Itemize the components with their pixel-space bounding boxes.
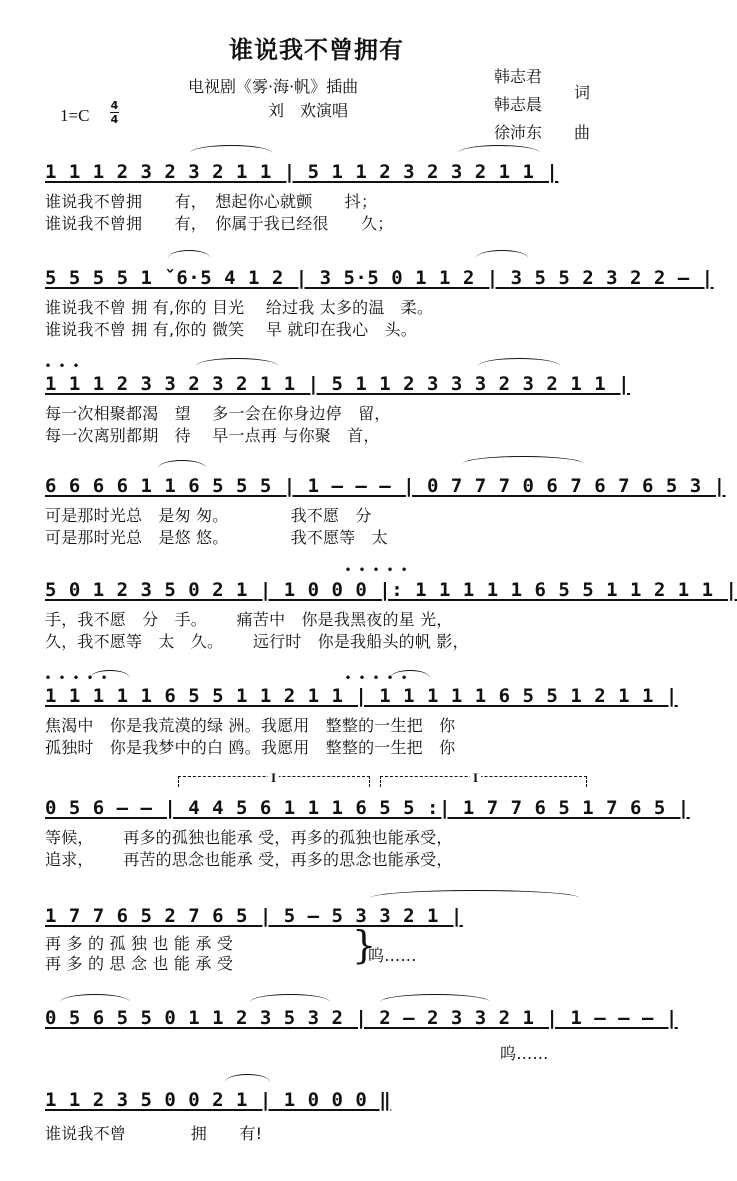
hum-text: 呜……	[368, 946, 417, 965]
lyric-line: 谁说我不曾 拥 有,你的 目光 给过我 太多的温 柔。	[45, 298, 434, 317]
lyric-line: 谁说我不曾拥 有， 你属于我已经很 久；	[45, 214, 394, 233]
octave-dots: •••	[45, 361, 88, 372]
lyric-line: 久，我不愿等 太 久。 远行时 你是我船头的帆 影，	[45, 632, 469, 651]
slur	[60, 994, 130, 1003]
lyric-line: 每一次离别都期 待 早一点再 与你聚 首，	[45, 426, 380, 445]
notation-line: 5 5 5 5 1 ˇ6·5 4 1 2 | 3 5·5 0 1 1 2 | 3 5 5 2 3 2 2 — |	[45, 267, 714, 289]
time-bottom: 4	[110, 113, 119, 126]
lyric-line: 手，我不愿 分 手。 痛苦中 你是我黑夜的星 光，	[45, 610, 453, 629]
lyric-role: 词	[574, 83, 591, 102]
composer-role: 曲	[574, 123, 591, 142]
lyric-line: 谁说我不曾拥 有， 想起你心就颤 抖；	[45, 192, 378, 211]
slur	[458, 145, 540, 154]
lyric-line: 等候， 再多的孤独也能承 受，再多的孤独也能承受，	[45, 828, 453, 847]
lyric-line: 再 多 的 孤 独 也 能 承 受	[45, 934, 234, 953]
composer: 徐沛东	[494, 123, 543, 142]
volta-bracket-2	[380, 776, 587, 787]
slur	[196, 358, 278, 367]
slur	[476, 250, 528, 259]
slur	[380, 994, 490, 1003]
notation-line: 5 0 1 2 3 5 0 2 1 | 1 0 0 0 |: 1 1 1 1 1 6 5 5 1 1 2 1 1 |	[45, 579, 737, 601]
lyric-line: 追求， 再苦的思念也能承 受，再多的思念也能承受，	[45, 850, 453, 869]
slur	[190, 145, 272, 154]
slur	[478, 358, 560, 367]
notation-line: 1 1 1 1 1 6 5 5 1 1 2 1 1 | 1 1 1 1 1 6 5 5 1 2 1 1 |	[45, 685, 678, 707]
slur	[225, 1074, 270, 1083]
song-subtitle: 电视剧《雾·海·帆》插曲	[188, 77, 359, 96]
volta-label: I	[470, 770, 481, 786]
volta-label: I	[268, 770, 279, 786]
lyric-line: 可是那时光总 是匆 匆。 我不愿 分	[45, 506, 372, 525]
time-signature	[110, 100, 119, 125]
slur	[158, 460, 206, 469]
notation-line: 1 1 2 3 5 0 0 2 1 | 1 0 0 0 ‖	[45, 1089, 392, 1111]
lyric-line: 谁说我不曾 拥 有,你的 微笑 早 就印在我心 头。	[45, 320, 417, 339]
notation-line: 0 5 6 — — | 4 4 5 6 1 1 1 6 5 5 :| 1 7 7 6 5 1 7 6 5 |	[45, 797, 690, 819]
lyric-line: 谁说我不曾 拥 有!	[45, 1124, 263, 1143]
slur	[390, 670, 430, 679]
singer-credit: 刘 欢演唱	[268, 101, 349, 120]
song-title: 谁说我不曾拥有	[229, 36, 404, 64]
octave-dots: •••••	[345, 673, 416, 684]
lyric-line: 再 多 的 思 念 也 能 承 受	[45, 954, 234, 973]
slur	[250, 994, 330, 1003]
octave-dots: •••••	[45, 673, 116, 684]
lyric-line: 焦渴中 你是我荒漠的绿 洲。我愿用 整整的一生把 你	[45, 716, 456, 735]
brace: }	[352, 923, 377, 967]
notation-line: 1 7 7 6 5 2 7 6 5 | 5 — 5 3 3 2 1 |	[45, 905, 463, 927]
time-top: 4	[110, 99, 119, 112]
lyricist-2: 韩志晨	[494, 95, 543, 114]
hum-text: 呜……	[500, 1044, 549, 1063]
lyric-line: 每一次相聚都渴 望 多一会在你身边停 留，	[45, 404, 391, 423]
notation-line: 0 5 6 5 5 0 1 1 2 3 5 3 2 | 2 — 2 3 3 2 1 | 1 — — — |	[45, 1007, 678, 1029]
octave-dots: •••••	[345, 565, 416, 576]
notation-line: 1 1 1 2 3 3 2 3 2 1 1 | 5 1 1 2 3 3 3 2 3 2 1 1 |	[45, 373, 631, 395]
slur	[370, 890, 580, 899]
slur	[90, 670, 130, 679]
lyric-line: 可是那时光总 是悠 悠。 我不愿等 太	[45, 528, 388, 547]
notation-line: 6 6 6 6 1 1 6 5 5 5 | 1 — — — | 0 7 7 7 0 6 7 6 7 6 5 3 |	[45, 475, 726, 497]
lyric-line: 孤独时 你是我梦中的白 鸥。我愿用 整整的一生把 你	[45, 738, 456, 757]
lyricist-1: 韩志君	[494, 67, 543, 86]
slur	[168, 250, 210, 259]
slur	[462, 456, 584, 465]
notation-line: 1 1 1 2 3 2 3 2 1 1 | 5 1 1 2 3 2 3 2 1 1 |	[45, 161, 559, 183]
key-signature: 1=C	[60, 106, 90, 125]
